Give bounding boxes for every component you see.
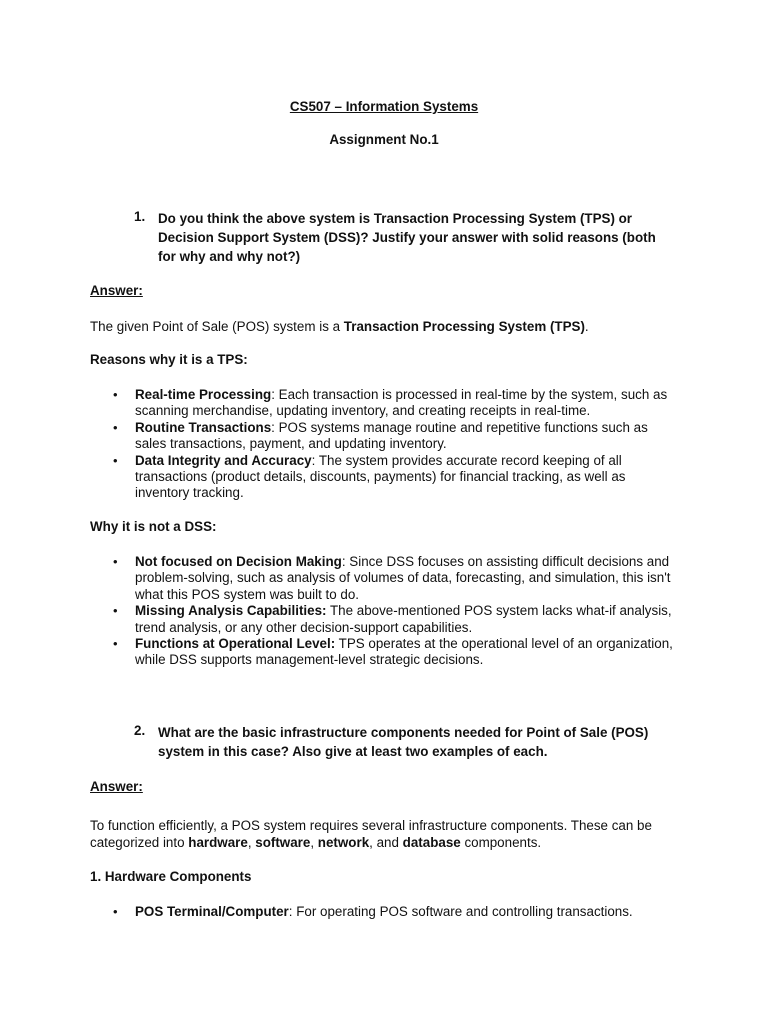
question-2-line-1: What are the basic infrastructure components needed for Point of Sale (POS) — [158, 725, 649, 740]
keyword-hardware: hardware — [188, 835, 248, 850]
list-item-text: TPS operates at the operational level of an organization, while DSS supports management-level strategic decisions. — [135, 636, 673, 668]
question-1-number: 1. — [134, 209, 146, 224]
separator: , and — [369, 835, 403, 850]
list-item-text: : POS systems manage routine and repetitive functions such as sales transactions, payment, and updating inventory. — [135, 419, 648, 452]
course-title: CS507 – Information Systems — [289, 99, 479, 114]
list-item-term: Routine Transactions — [135, 419, 272, 435]
list-item — [0, 453, 675, 502]
assignment-title: Assignment No.1 — [329, 132, 439, 147]
list-item-term: Data Integrity and Accuracy — [135, 452, 312, 468]
list-item — [0, 603, 675, 636]
keyword-software: software — [255, 835, 311, 850]
tps-reasons-list — [0, 387, 675, 502]
question-2-line-2: system in this case? Also give at least two examples of each. — [158, 744, 548, 759]
list-item-text: The above-mentioned POS system lacks what-if analysis, trend analysis, or any other decision-support capabilities. — [135, 603, 672, 635]
separator: , — [247, 835, 256, 850]
hardware-components-list — [0, 904, 675, 920]
list-item-text: : Since DSS focuses on assisting difficult decisions and problem-solving, such as analysis of volumes of data, forecasting, and simulation, this isn't what this POS system was built to do. — [135, 554, 671, 602]
bullet-icon: • — [113, 419, 118, 435]
keyword-database: database — [402, 835, 461, 850]
list-item — [0, 636, 675, 669]
answer-1-label: Answer: — [90, 283, 143, 298]
separator: , — [310, 835, 318, 850]
list-item — [0, 554, 675, 603]
list-item-term: POS Terminal/Computer — [135, 904, 289, 919]
answer-2-intro-line-2 — [90, 834, 690, 851]
keyword-network: network — [317, 835, 370, 850]
list-item — [0, 387, 675, 420]
list-item — [0, 904, 675, 920]
bullet-icon: • — [113, 387, 118, 402]
intro-text-post: . — [584, 319, 589, 334]
question-1-line-3: for why and why not?) — [158, 249, 301, 264]
list-item-term: Functions at Operational Level: — [135, 636, 336, 652]
intro-post: components. — [460, 835, 542, 850]
bullet-icon: • — [113, 452, 118, 468]
intro-pre: categorized into — [90, 835, 189, 850]
list-item-text: : Each transaction is processed in real-time by the system, such as scanning merchandise, updating inventory, and creating receipts in real-time. — [135, 387, 668, 419]
bullet-icon: • — [113, 554, 118, 569]
answer-2-label: Answer: — [90, 779, 143, 794]
list-item — [0, 420, 675, 453]
bullet-icon: • — [113, 904, 118, 919]
tps-reasons-heading: Reasons why it is a TPS: — [90, 352, 248, 367]
bullet-icon: • — [113, 603, 118, 619]
answer-1-intro — [90, 318, 690, 335]
question-1-line-2: Decision Support System (DSS)? Justify your answer with solid reasons (both — [158, 230, 656, 245]
list-item-term: Real-time Processing — [135, 387, 272, 402]
intro-text-bold: Transaction Processing System (TPS) — [343, 319, 585, 334]
intro-text-pre: The given Point of Sale (POS) system is a — [90, 319, 344, 334]
list-item-term: Missing Analysis Capabilities: — [135, 603, 327, 619]
not-dss-list — [0, 554, 675, 669]
list-item-text: : The system provides accurate record keeping of all transactions (product details, discounts, payments) for financial tracking, as well as inventory tracking. — [135, 452, 626, 501]
list-item-term: Not focused on Decision Making — [135, 554, 342, 569]
question-2-number: 2. — [134, 723, 146, 738]
not-dss-heading: Why it is not a DSS: — [90, 519, 217, 534]
question-1-line-1: Do you think the above system is Transaction Processing System (TPS) or — [158, 211, 633, 226]
answer-2-intro-line-1: To function efficiently, a POS system requires several infrastructure components. These can be — [90, 818, 652, 833]
hardware-components-heading: 1. Hardware Components — [90, 869, 252, 884]
list-item-text: : For operating POS software and controlling transactions. — [288, 904, 633, 919]
bullet-icon: • — [113, 636, 118, 652]
